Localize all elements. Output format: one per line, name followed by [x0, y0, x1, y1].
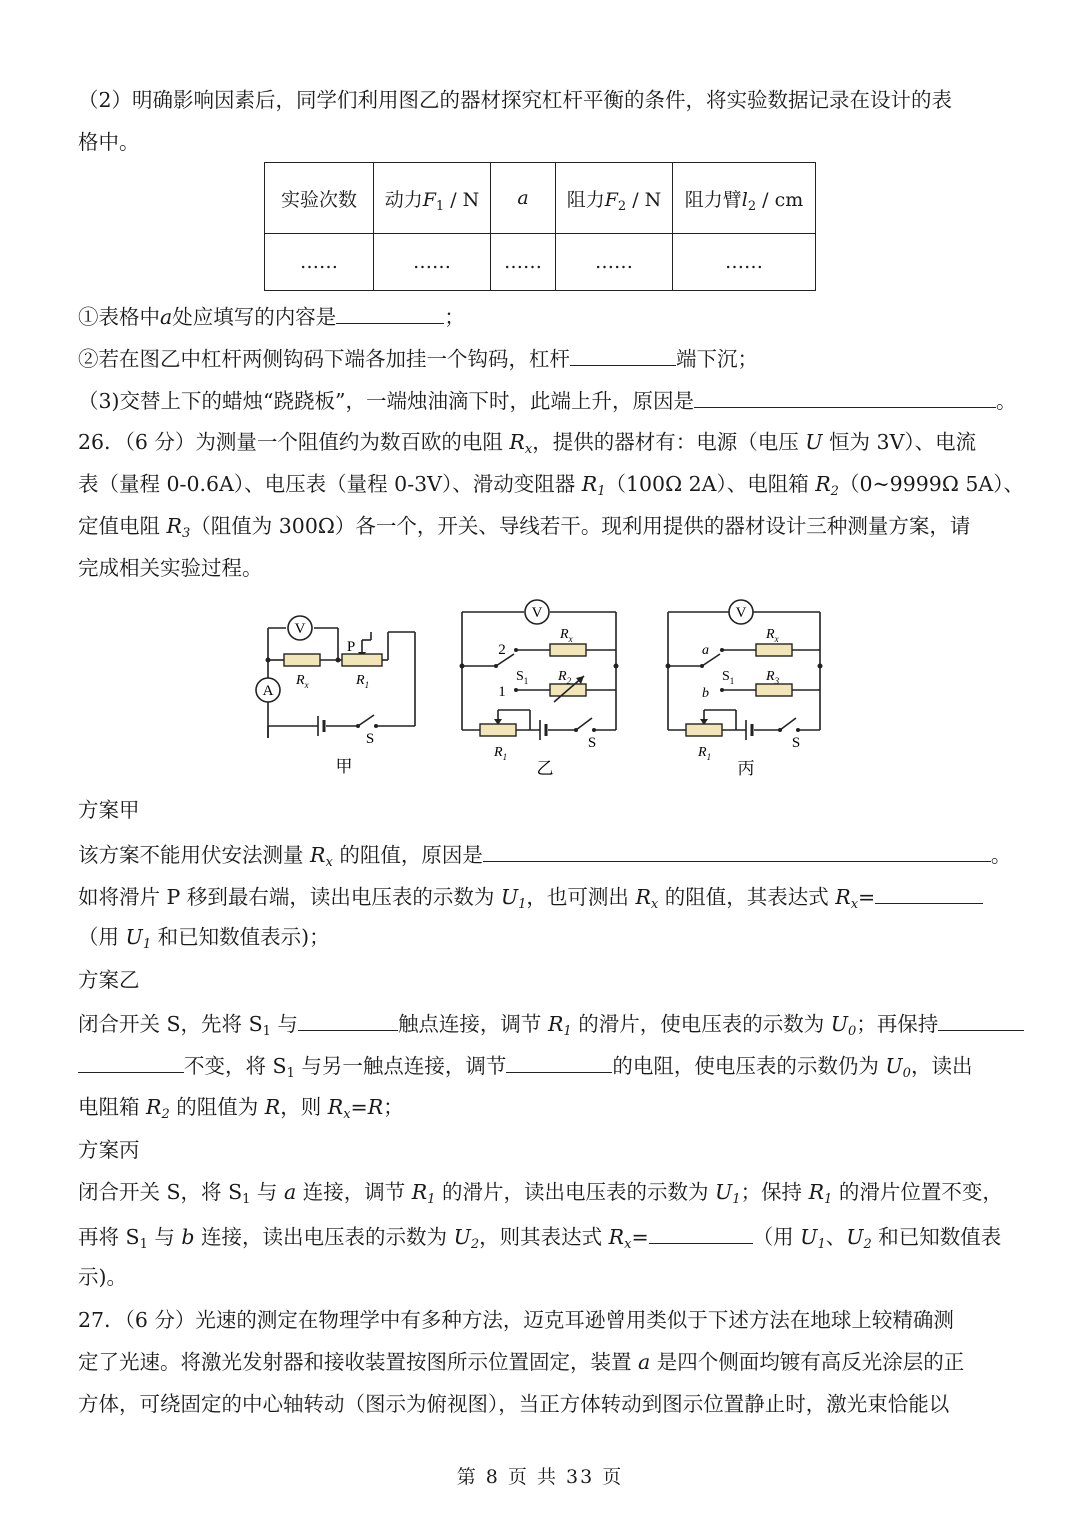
- svg-text:S1: $S_1$: [722, 669, 735, 686]
- answer-blank[interactable]: [336, 301, 444, 324]
- plan-c-title: 方案丙: [78, 1138, 140, 1162]
- plan-c-line3: 示)。: [78, 1265, 127, 1289]
- svg-text:丙: 丙: [737, 759, 755, 779]
- table-cell: ……: [556, 234, 673, 291]
- answer-blank[interactable]: [506, 1050, 612, 1073]
- plan-c-line2: 再将 $S_1$ 与 b 连接，读出电压表的示数为 $U_2$，则其表达式 $R_x=$ （用 $U_1$、$U_2$ 和已知数值表: [78, 1221, 1001, 1251]
- q2-item1: ①表格中a处应填写的内容是 ；: [78, 301, 465, 331]
- circuit-diagrams: [240, 598, 840, 788]
- plan-a-title: 方案甲: [78, 798, 140, 822]
- q26-line2: 表（量程 0-0.6A）、电压表（量程 0-3V）、滑动变阻器 $R_1(100\Omega$ 2A）、电阻箱 $R_2(0\sim 9999\Omega$ 5A）、: [78, 472, 1024, 499]
- table-header-cell: 阻力臂$l_2$ / cm: [673, 163, 816, 234]
- svg-text:S1: $S_1$: [516, 669, 529, 686]
- svg-text:乙: 乙: [536, 759, 554, 779]
- q3-line: （3)交替上下的蜡烛“跷跷板”，一端烛油滴下时，此端上升，原因是 。: [78, 385, 1017, 415]
- answer-blank[interactable]: [483, 839, 991, 862]
- table-cell: ……: [491, 234, 556, 291]
- svg-text:1: 1: [498, 684, 506, 700]
- svg-text:2: 2: [498, 642, 506, 658]
- svg-text:A: A: [262, 683, 274, 699]
- plan-a-line2: 如将滑片 P 移到最右端，读出电压表的示数为 $U_1$，也可测出 $R_x$ 的阻值，其表达式 $R_x=$: [78, 881, 983, 911]
- svg-text:P: P: [346, 639, 356, 655]
- q2-text-line1: （2）明确影响因素后，同学们利用图乙的器材探究杠杆平衡的条件，将实验数据记录在设计的表: [78, 88, 953, 112]
- plan-a-line3: （用 $U_1$ 和已知数值表示)；: [78, 925, 330, 952]
- table-header-cell: 阻力$F_2$ / N: [556, 163, 673, 234]
- page-footer: 第 8 页 共 33 页: [456, 1466, 624, 1488]
- answer-blank[interactable]: [78, 1050, 184, 1073]
- table-cell: ……: [374, 234, 491, 291]
- circuit-jia: [256, 616, 415, 777]
- table-header-row: [265, 163, 816, 234]
- table-row: [265, 234, 816, 291]
- svg-text:b: b: [702, 686, 709, 701]
- circuit-yi: [460, 600, 619, 779]
- answer-blank[interactable]: [298, 1008, 398, 1031]
- circuit-bing: [666, 600, 823, 779]
- answer-blank[interactable]: [875, 881, 983, 904]
- svg-text:S: S: [587, 735, 597, 751]
- svg-text:V: V: [531, 605, 543, 621]
- answer-blank[interactable]: [649, 1221, 753, 1244]
- answer-blank[interactable]: [570, 343, 676, 366]
- svg-text:R3: $R_3$: [766, 669, 780, 686]
- plan-c-line1: 闭合开关 S，将 $S_1$ 与 a 连接，调节 $R_1$ 的滑片，读出电压表的示数为 $U_1$；保持 $R_1$ 的滑片位置不变，: [78, 1180, 1003, 1207]
- svg-text:R1: $R_1$: [698, 745, 712, 762]
- svg-text:V: V: [735, 605, 747, 621]
- svg-text:Rx: $R_x$: [766, 627, 779, 644]
- table-cell: ……: [673, 234, 816, 291]
- answer-blank[interactable]: [694, 385, 996, 408]
- plan-b-line1: 闭合开关 S，先将 $S_1$ 与 触点连接，调节 $R_1$ 的滑片，使电压表的示数为 $U_0$；再保持: [78, 1008, 1024, 1038]
- q2-text-line2: 格中。: [78, 130, 140, 154]
- svg-text:R1: $R_1$: [494, 745, 508, 762]
- experiment-table: [264, 162, 816, 291]
- q26-line1: 26．（6 分）为测量一个阻值约为数百欧的电阻 $R_x$，提供的器材有：电源（电压 U 恒为 3V）、电流: [78, 430, 977, 457]
- q26-line3: 定值电阻 $R_3$（阻值为 300Ω）各一个，开关、导线若干。现利用提供的器材设计三种测量方案，请: [78, 514, 971, 541]
- q27-line1: 27．（6 分）光速的测定在物理学中有多种方法，迈克耳逊曾用类似于下述方法在地球上较精确测: [78, 1308, 954, 1332]
- table-header-cell: 动力$F_1$ / N: [374, 163, 491, 234]
- svg-text:Rx: $R_x$: [560, 627, 573, 644]
- svg-text:甲: 甲: [335, 757, 353, 777]
- table-header-cell: 实验次数: [265, 163, 374, 234]
- svg-text:V: V: [294, 621, 306, 637]
- q27-line3: 方体，可绕固定的中心轴转动（图示为俯视图），当正方体转动到图示位置静止时，激光束恰能以: [78, 1392, 950, 1416]
- svg-text:R1: $R_1$: [356, 673, 370, 690]
- svg-text:Rx: $R_x$: [296, 673, 309, 690]
- svg-text:S: S: [791, 735, 801, 751]
- q26-line4: 完成相关实验过程。: [78, 556, 263, 580]
- plan-b-title: 方案乙: [78, 968, 140, 992]
- svg-text:S: S: [365, 731, 375, 747]
- q2-item2: ②若在图乙中杠杆两侧钩码下端各加挂一个钩码，杠杆 端下沉；: [78, 343, 758, 373]
- table-cell: ……: [265, 234, 374, 291]
- svg-text:R2: $R_2$: [558, 669, 572, 686]
- q27-line2: 定了光速。将激光发射器和接收装置按图所示位置固定，装置 a 是四个侧面均镀有高反光涂层的正: [78, 1350, 965, 1374]
- answer-blank[interactable]: [938, 1008, 1024, 1031]
- table-header-cell: a: [491, 163, 556, 234]
- svg-text:a: a: [702, 643, 709, 658]
- plan-b-line2: 不变，将 $S_1$ 与另一触点连接，调节 的电阻，使电压表的示数仍为 $U_0$，读出: [78, 1050, 972, 1080]
- plan-b-line3: 电阻箱 $R_2$ 的阻值为 R，则 $R_x=R$；: [78, 1095, 404, 1122]
- plan-a-line1: 该方案不能用伏安法测量 $R_x$ 的阻值，原因是 。: [78, 839, 1011, 869]
